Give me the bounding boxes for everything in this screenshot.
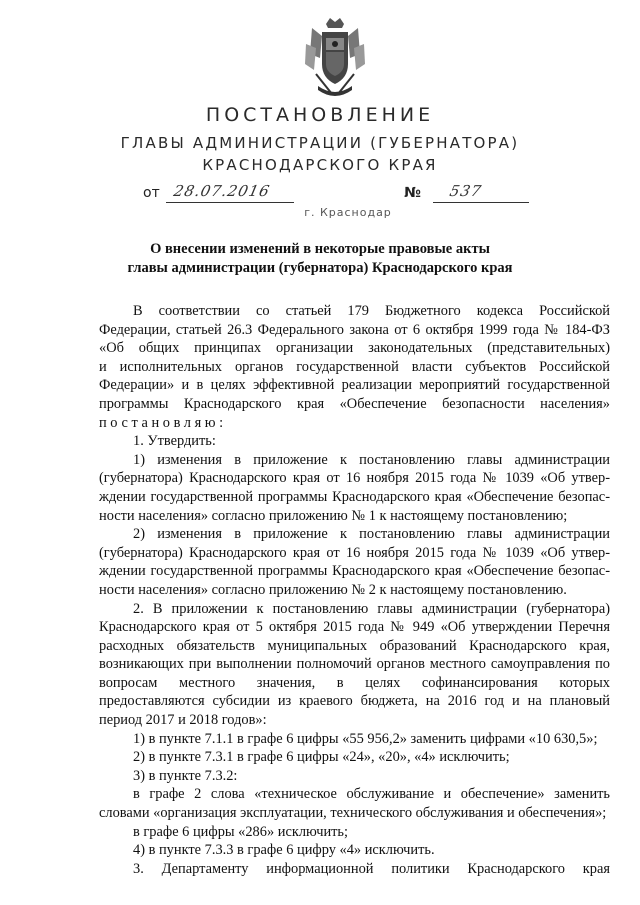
- document-subject: [0, 240, 640, 278]
- preamble-line: Федерации, статьей 26.3 Федерального закона от 6 октября 1999 года № 184-ФЗ: [99, 321, 610, 338]
- number-label: №: [404, 185, 421, 201]
- item-2-line: Краснодарского края от 5 октября 2015 года № 949 «Об утверждении Перечня: [99, 619, 610, 636]
- document-body: [99, 302, 610, 878]
- item-2-line: расходных обязательств муниципальных образований Краснодарского края,: [99, 637, 610, 654]
- preamble-line: и исполнительных органов государственной власти субъектов Российской: [99, 358, 610, 375]
- preamble-line: В соответствии со статьей 179 Бюджетного кодекса Российской: [133, 303, 610, 319]
- item-1-2-line: ждении государственной программы Краснодарского края «Обеспечение безопас-: [99, 563, 610, 580]
- coat-of-arms-icon: [302, 14, 368, 102]
- item-1-1-line: ности населения» согласно приложению № 1 к настоящему постановлению;: [99, 507, 568, 524]
- item-1-1-line: 1) изменения в приложение к постановлению главы администрации: [133, 451, 610, 468]
- item-1-title: 1. Утвердить:: [133, 433, 216, 450]
- item-2-line: период 2017 и 2018 годов»:: [99, 712, 267, 729]
- subject-line-1: О внесении изменений в некоторые правовые акты: [150, 241, 490, 257]
- item-1-1-line: (губернатора) Краснодарского края от 16 ноября 2015 года № 1039 «Об утвер-: [99, 470, 610, 487]
- date-number-row: [0, 182, 640, 206]
- issuer-line-2: КРАСНОДАРСКОГО КРАЯ: [202, 156, 438, 174]
- item-2-3b: в графе 6 цифры «286» исключить;: [133, 823, 348, 840]
- number-underline: [433, 202, 529, 203]
- item-2-3a-line: в графе 2 слова «техническое обслуживание и обеспечение» заменить: [133, 786, 610, 803]
- subject-line-2: главы администрации (губернатора) Краснодарского края: [127, 260, 513, 276]
- date-label: от: [143, 185, 160, 201]
- item-2-line: вопросам местного значения, в целях софинансирования которых: [99, 674, 610, 691]
- item-3-line: 3. Департаменту информационной политики Краснодарского края: [133, 860, 610, 877]
- item-2-4: 4) в пункте 7.3.3 в графе 6 цифру «4» исключить.: [133, 842, 435, 859]
- resolve-word: постановляю:: [99, 414, 227, 431]
- item-1-1-line: ждении государственной программы Краснодарского края «Обеспечение безопас-: [99, 488, 610, 505]
- item-2-1: 1) в пункте 7.1.1 в графе 6 цифры «55 956,2» заменить цифрами «10 630,5»;: [133, 730, 598, 747]
- preamble-line: «Об общих принципах организации законодательных (представительных): [99, 340, 610, 357]
- item-1-2-line: 2) изменения в приложение к постановлению главы администрации: [133, 526, 610, 543]
- date-value: 28.07.2016: [172, 182, 272, 200]
- item-2-3a-line: словами «организация эксплуатации, технического обслуживания и обеспечения»;: [99, 805, 607, 822]
- date-underline: [166, 202, 294, 203]
- document-type-title: ПОСТАНОВЛЕНИЕ: [205, 104, 435, 126]
- preamble-line: Федерации» и в целях эффективной реализации мероприятий государственной: [99, 377, 610, 394]
- item-2-line: 2. В приложении к постановлению главы администрации (губернатора): [133, 600, 610, 617]
- item-1-2-line: ности населения» согласно приложению № 2 к настоящему постановлению.: [99, 581, 567, 598]
- item-2-2: 2) в пункте 7.3.1 в графе 6 цифры «24», «20», «4» исключить;: [133, 749, 510, 766]
- preamble-line: программы Краснодарского края «Обеспечение безопасности населения»: [99, 395, 610, 412]
- item-2-line: предоставляются субсидии из краевого бюджета, на 2016 год и на плановый: [99, 693, 610, 710]
- item-2-3: 3) в пункте 7.3.2:: [133, 767, 238, 784]
- issuer-line-1: ГЛАВЫ АДМИНИСТРАЦИИ (ГУБЕРНАТОРА): [120, 134, 520, 152]
- item-1-2-line: (губернатора) Краснодарского края от 16 ноября 2015 года № 1039 «Об утвер-: [99, 544, 610, 561]
- item-2-line: возникающих при выполнении полномочий органов местного самоуправления по: [99, 656, 610, 673]
- number-value: 537: [448, 182, 484, 200]
- city-label: г. Краснодар: [304, 206, 392, 219]
